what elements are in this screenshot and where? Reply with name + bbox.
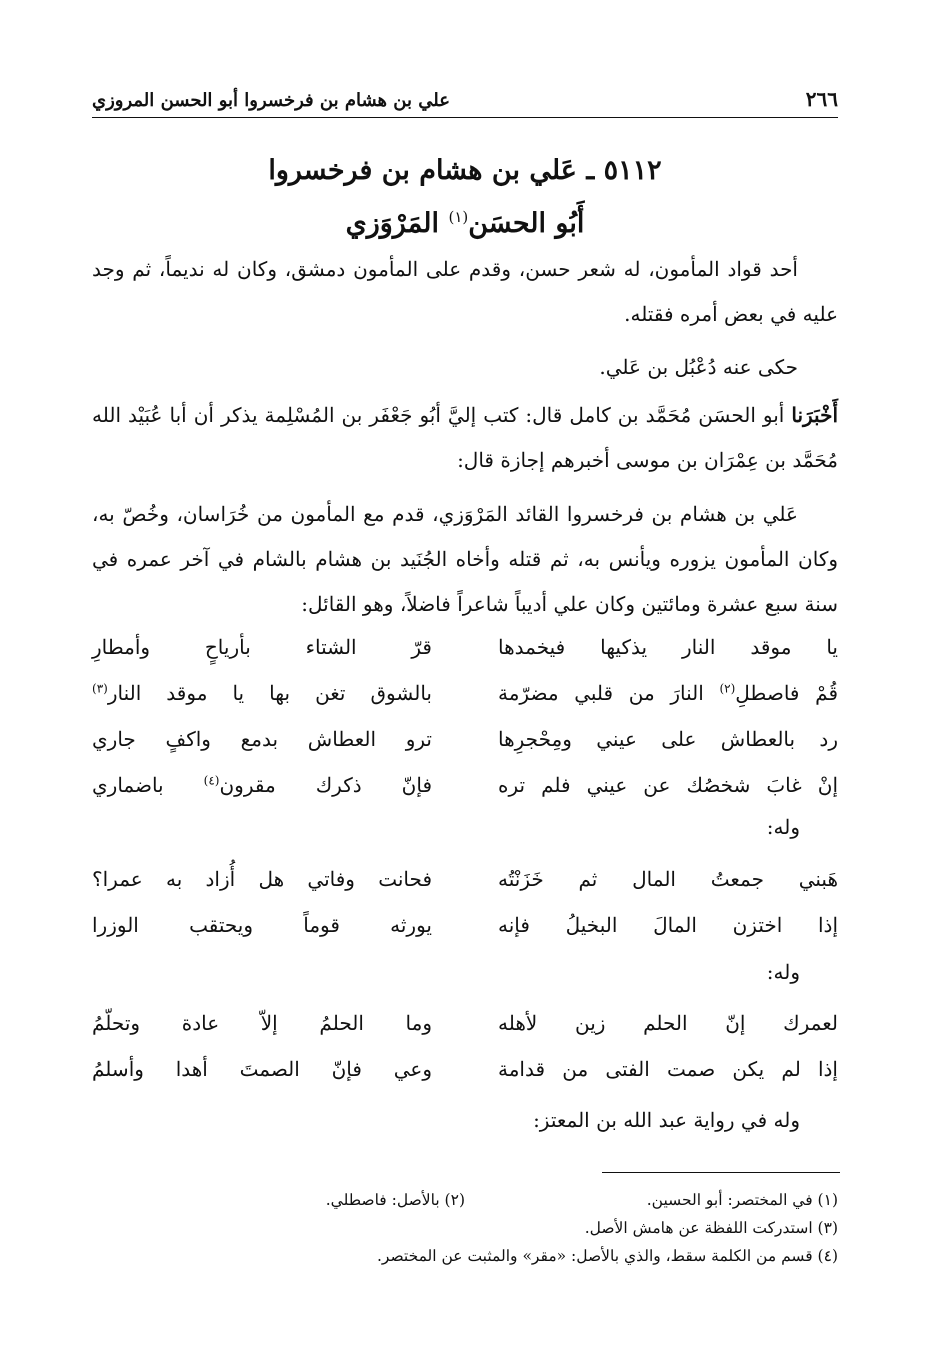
page-number: ٢٦٦: [805, 87, 838, 111]
verse-sadr: لعمرك إنّ الحلم زين لأهله: [498, 1011, 838, 1035]
akhbarana: أَخْبَرَنا: [791, 403, 838, 427]
running-title: علي بن هشام بن فرخسروا أبو الحسن المروزي: [92, 90, 450, 111]
verse-ajuz: قرّ الشتاء بأرياحٍ وأمطارِ: [92, 635, 432, 659]
paragraph-isnad: أَخْبَرَنا أبو الحسَن مُحَمَّد بن كامل قال: كتب إليَّ أبُو جَعْفَر بن المُسْلِمة يذكر أن أبا عُبَيْد الله مُحَمَّد بن عِمْرَان بن موسى أخبرهم إجازة قال:: [92, 403, 838, 472]
footnote-2: (٢) بالأصل: فاصطلي.: [325, 1191, 465, 1209]
verse-sadr: هَبني جمعتُ المال ثم خَزَنْتُه: [498, 867, 838, 891]
paragraph-intro: أحد قواد المأمون، له شعر حسن، وقدم على المأمون دمشق، وكان له نديماً، ثم وجد عليه في بعض أمره فقتله.: [92, 257, 838, 326]
verse-sadr: إذا لم يكن صمت الفتى من قدامة: [498, 1057, 838, 1081]
poem-1: [92, 624, 838, 808]
verse-line: [92, 1046, 838, 1092]
verse-ajuz: فحانت وفاتي هل أُزاد به عمرا؟: [92, 867, 432, 891]
wa-lahu-label: وله:: [766, 815, 800, 839]
footnotes: [92, 1186, 838, 1270]
entry-title: [92, 148, 838, 247]
verse-line: [92, 624, 838, 670]
footnote-ref: (٢): [719, 681, 736, 696]
poem-2: [92, 856, 838, 948]
verse-line: [92, 716, 838, 762]
entry-title-kunya: أَبُو الحسَن: [468, 208, 585, 239]
verse-ajuz: بالشوق تغن بها يا موقد النار$^{(٣)}$: [92, 681, 432, 705]
verse-ajuz: ترو العطاش بدمع واكفٍ جاري: [92, 727, 432, 751]
footnote-ref: (٣): [92, 681, 108, 696]
verse-ajuz: فإنّ ذكرك مقرون$^{(٤)}$ باضماري: [92, 773, 433, 797]
footnote-ref: (١): [448, 208, 469, 226]
verse-line: [92, 902, 838, 948]
footnote-ref: (٤): [203, 773, 220, 788]
running-header: [92, 78, 838, 118]
footnote-4: (٤) قسم من الكلمة سقط، والذي بالأصل: «مقر» والمثبت عن المختصر.: [376, 1247, 838, 1265]
footnote-1: (١) في المختصر: أبو الحسين.: [646, 1191, 838, 1209]
verse-sadr: يا موقد النار يذكيها فيخمدها: [498, 635, 838, 659]
footnote-divider: [602, 1172, 840, 1173]
paragraph-narrator: حكى عنه دُعْبُل بن عَلي.: [599, 355, 798, 379]
verse-sadr: إذا اختزن المالَ البخيلُ فإنه: [498, 913, 838, 937]
verse-ajuz: وعي فإنّ الصمتَ أهدا وأسلمُ: [92, 1057, 432, 1081]
wa-lahu-label: وله:: [766, 960, 800, 984]
verse-sadr: رد بالعطاش على عيني ومِحْجرِها: [498, 727, 838, 751]
verse-ajuz: وما الحلمُ إلاّ عادة وتحلّمُ: [92, 1011, 432, 1035]
poem-3: [92, 1000, 838, 1092]
verse-line: [92, 762, 838, 808]
verse-line: [92, 670, 838, 716]
entry-title-line1: ٥١١٢ ـ عَلي بن هشام بن فرخسروا: [268, 155, 662, 186]
verse-line: [92, 1000, 838, 1046]
closing-line: وله في رواية عبد الله بن المعتز:: [533, 1108, 800, 1132]
verse-sadr: إنْ غابَ شخصُك عن عيني فلم تره: [498, 773, 838, 797]
entry-title-nisba: المَرْوَزي: [345, 208, 449, 239]
footnote-3: (٣) استدركت اللفظة عن هامش الأصل.: [584, 1219, 838, 1237]
paragraph-biography: عَلي بن هشام بن فرخسروا القائد المَرْوَزي، قدم مع المأمون من خُرَاسان، وخُصّ به، وكان المأمون يزوره ويأنس به، ثم قتله وأخاه الجُنَيد بن هشام بالشام في آخر عمره في سنة سبع عشرة ومائتين وكان علي أديباً شاعراً فاضلاً، وهو القائل:: [92, 502, 838, 616]
verse-sadr: قُمْ فاصطلِ$^{(٢)}$ النارَ من قلبي مضرّمة: [498, 681, 839, 705]
verse-line: [92, 856, 838, 902]
verse-ajuz: يورثه قوماً ويحتقب الوزرا: [92, 913, 432, 937]
entry-title-line2: [92, 194, 838, 247]
